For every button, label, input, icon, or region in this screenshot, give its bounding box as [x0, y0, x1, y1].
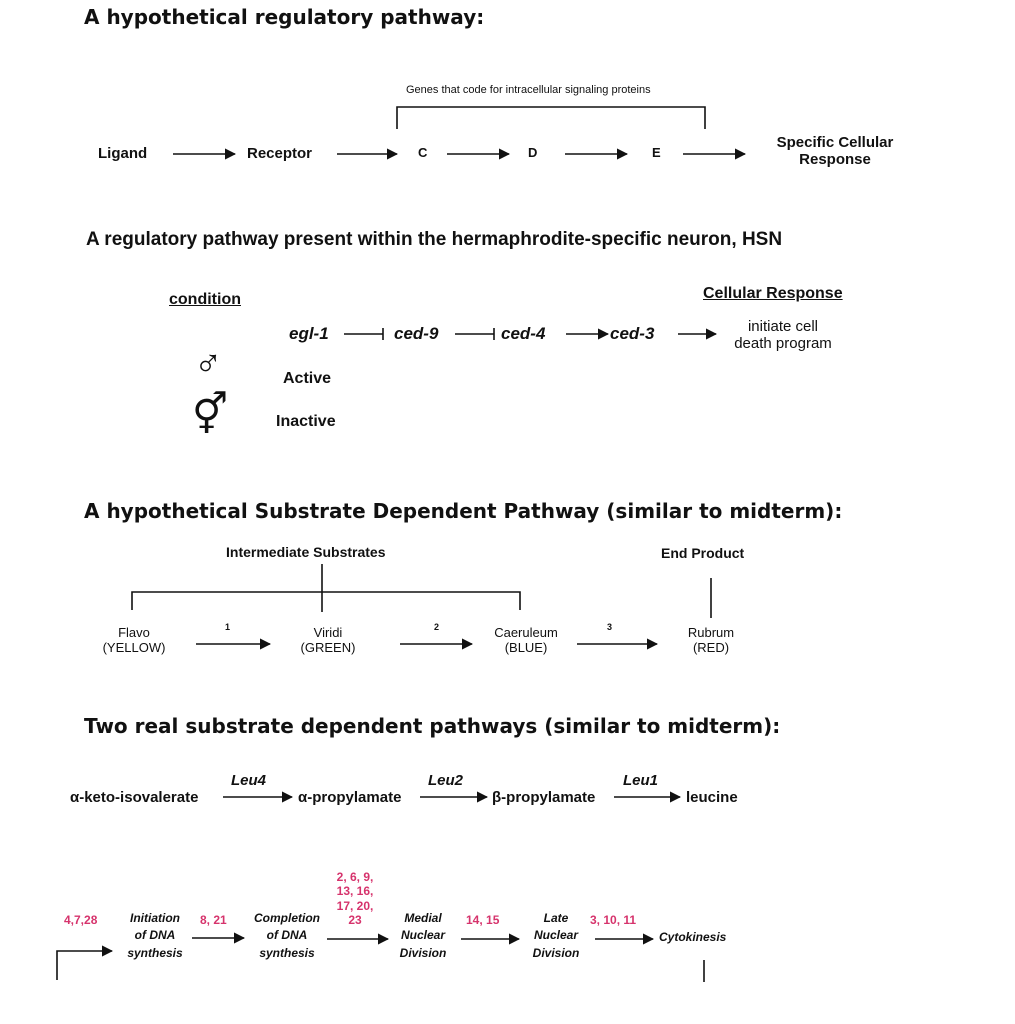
herm-state-inactive: Inactive: [276, 413, 336, 430]
death-program-response: initiate cell death program: [734, 318, 832, 353]
male-state-active: Active: [283, 370, 332, 387]
intermediate-substrates-label: Intermediate Substrates: [226, 544, 386, 560]
stage-cytokinesis: Cytokinesis: [659, 930, 727, 944]
gene-ced-9: ced-9: [394, 324, 439, 343]
substrate-viridi: Viridi (GREEN): [300, 625, 356, 655]
inhibit-ced9-ced4: [455, 328, 494, 340]
substrate-rubrum: Rubrum (RED): [687, 625, 735, 655]
specific-cellular-response: Specific Cellular Response: [776, 134, 894, 169]
section2-heading: A regulatory pathway present within the hermaphrodite-specific neuron, HSN: [86, 229, 783, 250]
gene-label-step4: 3, 10, 11: [590, 913, 637, 927]
section3-heading: A hypothetical Substrate Dependent Pathway (similar to midterm):: [84, 499, 843, 523]
cellular-response-label: Cellular Response: [703, 285, 843, 302]
enzyme-leu1: Leu1: [623, 772, 659, 789]
bracket-genes: [397, 107, 705, 129]
compound-alpha-keto-isovalerate: α-keto-isovalerate: [70, 789, 199, 806]
compound-leucine: leucine: [686, 789, 738, 806]
gene-ced-3: ced-3: [610, 324, 655, 343]
arrow-entry: [57, 951, 112, 980]
hermaphrodite-symbol-icon: ⚥: [192, 393, 229, 437]
stage-initiation-dna-synthesis: Initiation of DNA synthesis: [127, 911, 183, 960]
section4-heading: Two real substrate dependent pathways (similar to midterm):: [84, 714, 781, 738]
end-product-label: End Product: [661, 545, 745, 561]
gene-label-step1: 8, 21: [200, 913, 227, 927]
stage-completion-dna-synthesis: Completion of DNA synthesis: [254, 911, 320, 960]
step-number-3: 3: [607, 622, 613, 632]
section1-heading: A hypothetical regulatory pathway:: [84, 5, 485, 29]
compound-alpha-propylamate: α-propylamate: [298, 789, 402, 806]
substrate-caeruleum: Caeruleum (BLUE): [494, 625, 558, 655]
step-number-1: 1: [225, 622, 231, 632]
substrate-flavo: Flavo (YELLOW): [102, 625, 166, 655]
inhibit-egl1-ced9: [344, 328, 383, 340]
node-d: D: [528, 145, 538, 160]
gene-label-step3: 14, 15: [466, 913, 500, 927]
node-receptor: Receptor: [247, 145, 313, 162]
enzyme-leu4: Leu4: [231, 772, 267, 789]
node-c: C: [418, 145, 428, 160]
male-symbol-icon: ♂: [194, 343, 223, 385]
enzyme-leu2: Leu2: [428, 772, 464, 789]
stage-medial-nuclear-division: Medial Nuclear Division: [399, 911, 447, 960]
gene-label-entry: 4,7,28: [64, 913, 98, 927]
gene-egl-1: egl-1: [289, 324, 329, 343]
step-number-2: 2: [434, 622, 440, 632]
gene-ced-4: ced-4: [501, 324, 546, 343]
bracket-intermediates: [132, 592, 520, 610]
node-e: E: [652, 145, 661, 160]
node-ligand: Ligand: [98, 145, 148, 162]
compound-beta-propylamate: β-propylamate: [492, 789, 596, 806]
gene-label-step2: 2, 6, 9, 13, 16, 17, 20, 23: [336, 870, 374, 928]
condition-label: condition: [169, 291, 241, 308]
genes-bracket-label: Genes that code for intracellular signaling proteins: [406, 84, 651, 96]
stage-late-nuclear-division: Late Nuclear Division: [532, 911, 580, 960]
